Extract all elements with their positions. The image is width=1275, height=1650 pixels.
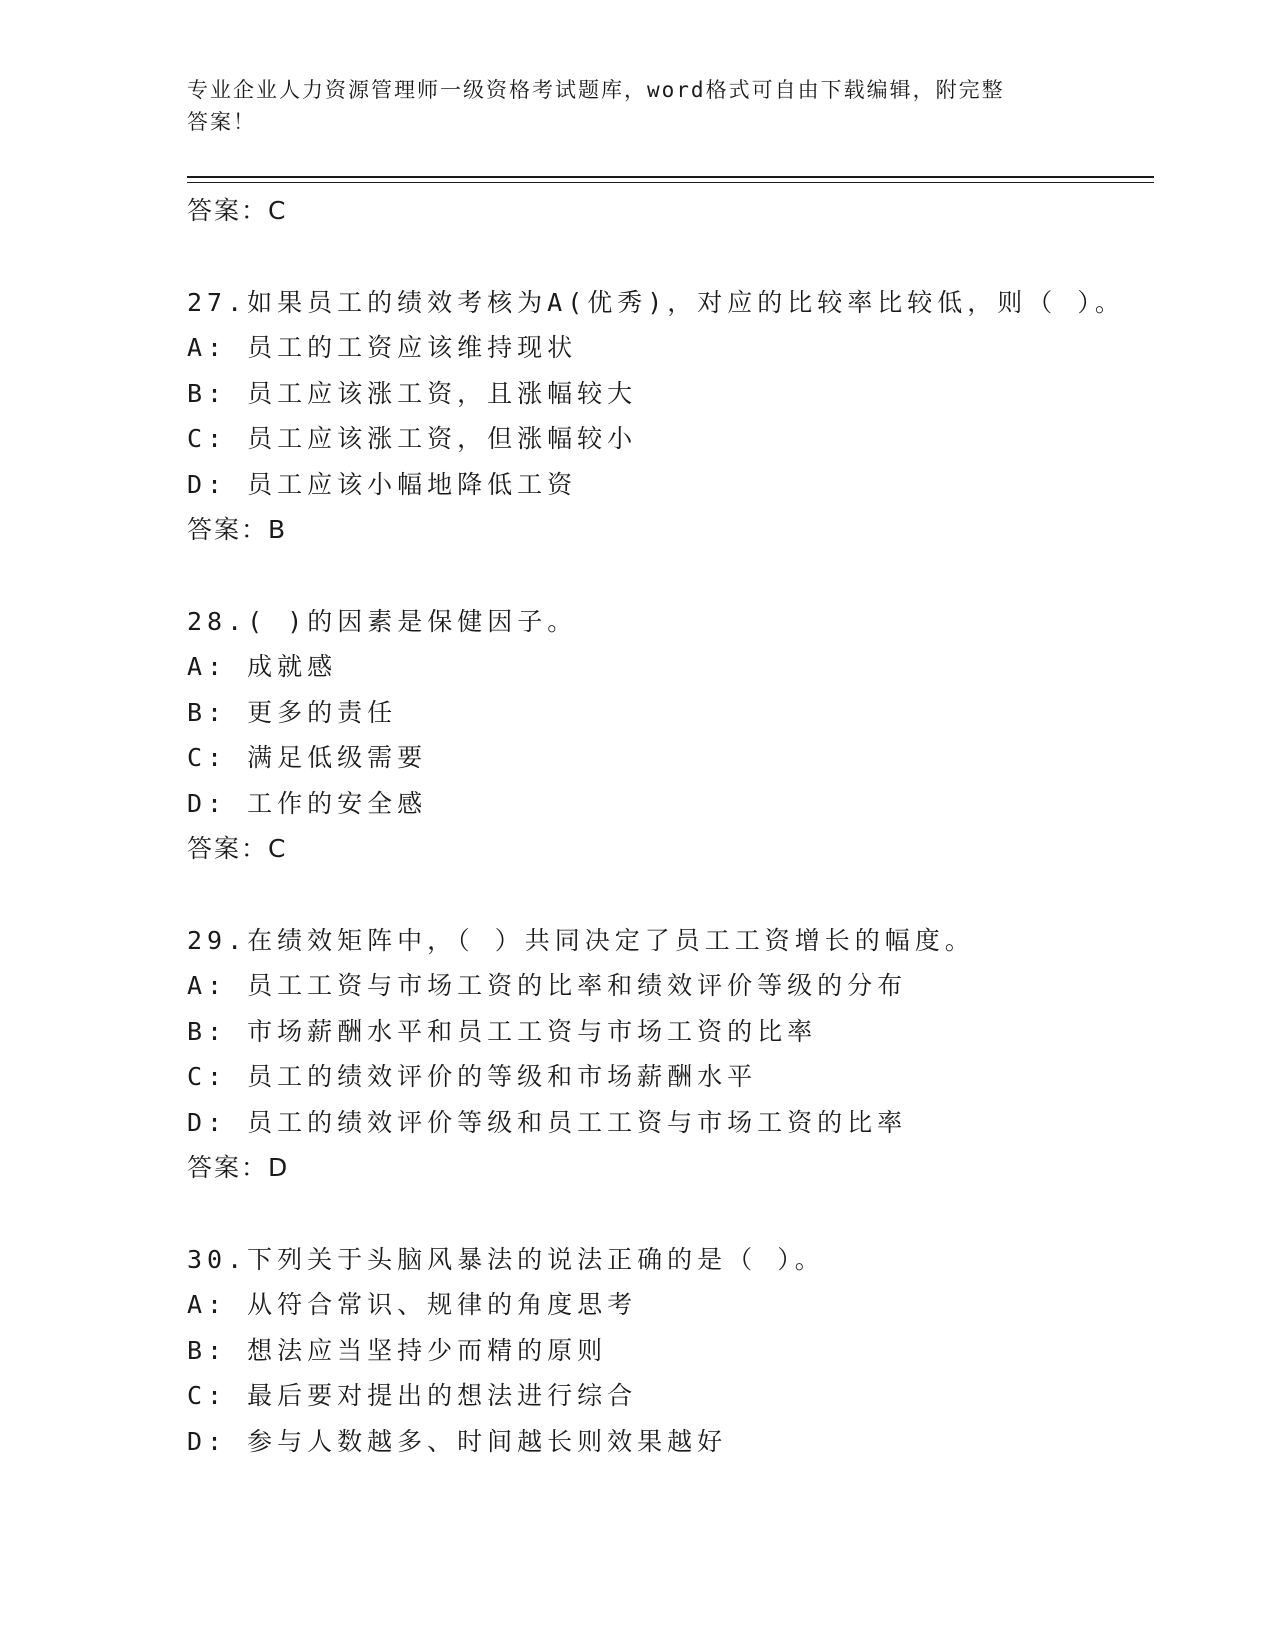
answer: 答案：B (187, 515, 288, 544)
option-a: A: 员工的工资应该维持现状 (187, 333, 578, 362)
option-b: B: 市场薪酬水平和员工工资与市场工资的比率 (187, 1016, 818, 1046)
header-line-2: 答案！ (187, 110, 256, 134)
header-line-1: 专业企业人力资源管理师一级资格考试题库，word格式可自由下载编辑，附完整 (187, 78, 1005, 102)
option-c: C: 员工的绩效评价的等级和市场薪酬水平 (187, 1062, 758, 1091)
spacer (187, 553, 1147, 599)
question-content (187, 188, 1147, 1464)
option-d: D: 员工应该小幅地降低工资 (187, 469, 578, 499)
option-d: D: 员工的绩效评价等级和员工工资与市场工资的比率 (187, 1107, 908, 1137)
answer: 答案：C (187, 834, 288, 863)
header-rule-thick (187, 176, 1154, 178)
spacer (187, 234, 1147, 280)
option-c: C: 员工应该涨工资，但涨幅较小 (187, 424, 638, 453)
option-c: C: 最后要对提出的想法进行综合 (187, 1381, 638, 1410)
option-a: A: 员工工资与市场工资的比率和绩效评价等级的分布 (187, 971, 908, 1000)
previous-answer: 答案：C (187, 196, 288, 225)
question-stem: 29.在绩效矩阵中，（ ）共同决定了员工工资增长的幅度。 (187, 925, 975, 955)
option-b: B: 想法应当坚持少而精的原则 (187, 1335, 608, 1365)
question-28 (187, 599, 1147, 872)
spacer (187, 872, 1147, 918)
question-29 (187, 918, 1147, 1191)
question-stem: 27.如果员工的绩效考核为A(优秀)，对应的比较率比较低，则（ ）。 (187, 287, 1125, 317)
option-b: B: 更多的责任 (187, 697, 398, 727)
option-d: D: 工作的安全感 (187, 788, 428, 818)
option-d: D: 参与人数越多、时间越长则效果越好 (187, 1426, 728, 1456)
spacer (187, 1191, 1147, 1237)
option-a: A: 从符合常识、规律的角度思考 (187, 1290, 638, 1319)
answer: 答案：D (187, 1153, 290, 1182)
header-rule-thin (187, 182, 1154, 183)
question-27 (187, 280, 1147, 553)
option-b: B: 员工应该涨工资，且涨幅较大 (187, 378, 638, 408)
option-c: C: 满足低级需要 (187, 743, 428, 772)
option-a: A: 成就感 (187, 652, 338, 681)
question-stem: 30.下列关于头脑风暴法的说法正确的是（ ）。 (187, 1244, 825, 1274)
page-header (187, 74, 1087, 138)
question-30 (187, 1237, 1147, 1465)
question-stem: 28.( )的因素是保健因子。 (187, 606, 578, 636)
